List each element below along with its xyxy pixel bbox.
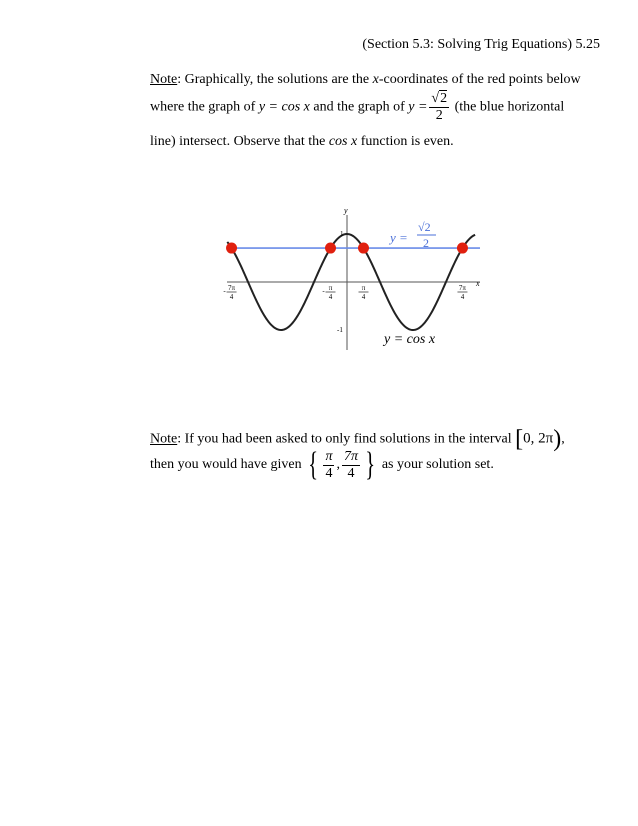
blue-label-num: √2 bbox=[418, 220, 431, 234]
svg-text:4: 4 bbox=[460, 293, 465, 301]
set-den2: 4 bbox=[347, 465, 355, 481]
intersection-point bbox=[358, 243, 369, 254]
set-frac-1 bbox=[323, 449, 334, 482]
sqrt2-over-2: $\frac{√2}{2}$ bbox=[431, 91, 448, 123]
note2-label: Note bbox=[150, 431, 178, 447]
note1-text-c: where the graph of bbox=[150, 99, 259, 115]
note2-text-d: as your solution set. bbox=[378, 457, 494, 472]
x-tick-label bbox=[457, 284, 467, 301]
note2-line2: then you would have given { $\frac{\pi}{4}$ , $\frac{7\pi}{4}$ } as your solution set. bbox=[150, 446, 494, 483]
note2-text-a: : If you had been asked to only find solutions in the interval bbox=[177, 431, 516, 447]
note1-line1 bbox=[150, 72, 581, 88]
svg-text:-: - bbox=[322, 287, 325, 295]
svg-text:7π: 7π bbox=[228, 284, 236, 292]
note1-text-g: function is even. bbox=[357, 134, 454, 149]
note1-y-eq: y = bbox=[408, 99, 428, 115]
intersection-point bbox=[325, 243, 336, 254]
note2-text-c: then you would have given bbox=[150, 457, 306, 472]
note1-text-b: -coordinates of the red points below bbox=[378, 72, 581, 87]
tick-neg1-label: -1 bbox=[337, 326, 343, 334]
x-tick-label bbox=[223, 284, 236, 301]
svg-text:7π: 7π bbox=[458, 284, 466, 292]
svg-text:4: 4 bbox=[361, 293, 366, 301]
note2-line1: Note: If you had been asked to only find solutions in the interval [0, 2π), bbox=[150, 426, 565, 452]
svg-text:π: π bbox=[328, 284, 333, 292]
blue-line-label bbox=[388, 220, 436, 250]
svg-text:4: 4 bbox=[229, 293, 234, 301]
note1-label: Note bbox=[150, 72, 178, 87]
note1-eq-cos: y = cos x bbox=[258, 99, 310, 115]
page-header: (Section 5.3: Solving Trig Equations) 5.25 bbox=[362, 37, 600, 52]
svg-text:4: 4 bbox=[328, 293, 333, 301]
cosine-graph bbox=[222, 200, 492, 360]
tick-1-label: 1 bbox=[340, 230, 344, 238]
blue-label-y: y = bbox=[390, 230, 408, 245]
interval-value: 0, 2π bbox=[523, 430, 554, 447]
svg-text:-: - bbox=[223, 287, 226, 295]
set-num1: π bbox=[325, 448, 333, 464]
y-axis-label: y bbox=[344, 206, 348, 215]
set-num2: 7π bbox=[343, 448, 358, 464]
set-den1: 4 bbox=[325, 465, 333, 481]
note2-text-b: , bbox=[561, 431, 565, 447]
note1-line3 bbox=[150, 134, 454, 150]
note1-text-e: (the blue horizontal bbox=[451, 99, 565, 115]
intersection-point bbox=[226, 243, 237, 254]
x-tick-label bbox=[358, 284, 368, 301]
set-frac-2 bbox=[342, 449, 360, 482]
note1-text-f: line) intersect. Observe that the bbox=[150, 134, 329, 149]
blue-label-den: 2 bbox=[423, 236, 429, 250]
x-axis-label: x bbox=[476, 279, 480, 288]
note1-text-d: and the graph of bbox=[309, 99, 409, 115]
svg-text:π: π bbox=[361, 284, 366, 292]
sqrt-num: 2 bbox=[440, 91, 448, 106]
intersection-point bbox=[457, 243, 468, 254]
frac-den: 2 bbox=[435, 108, 443, 123]
note1-text-a: : Graphically, the solutions are the bbox=[177, 72, 373, 87]
note1-x-var: x bbox=[372, 72, 379, 87]
note1-line2 bbox=[150, 91, 564, 124]
note1-cosx: cos x bbox=[328, 134, 358, 149]
curve-label: y = cos x bbox=[384, 332, 436, 347]
x-tick-label bbox=[322, 284, 335, 301]
